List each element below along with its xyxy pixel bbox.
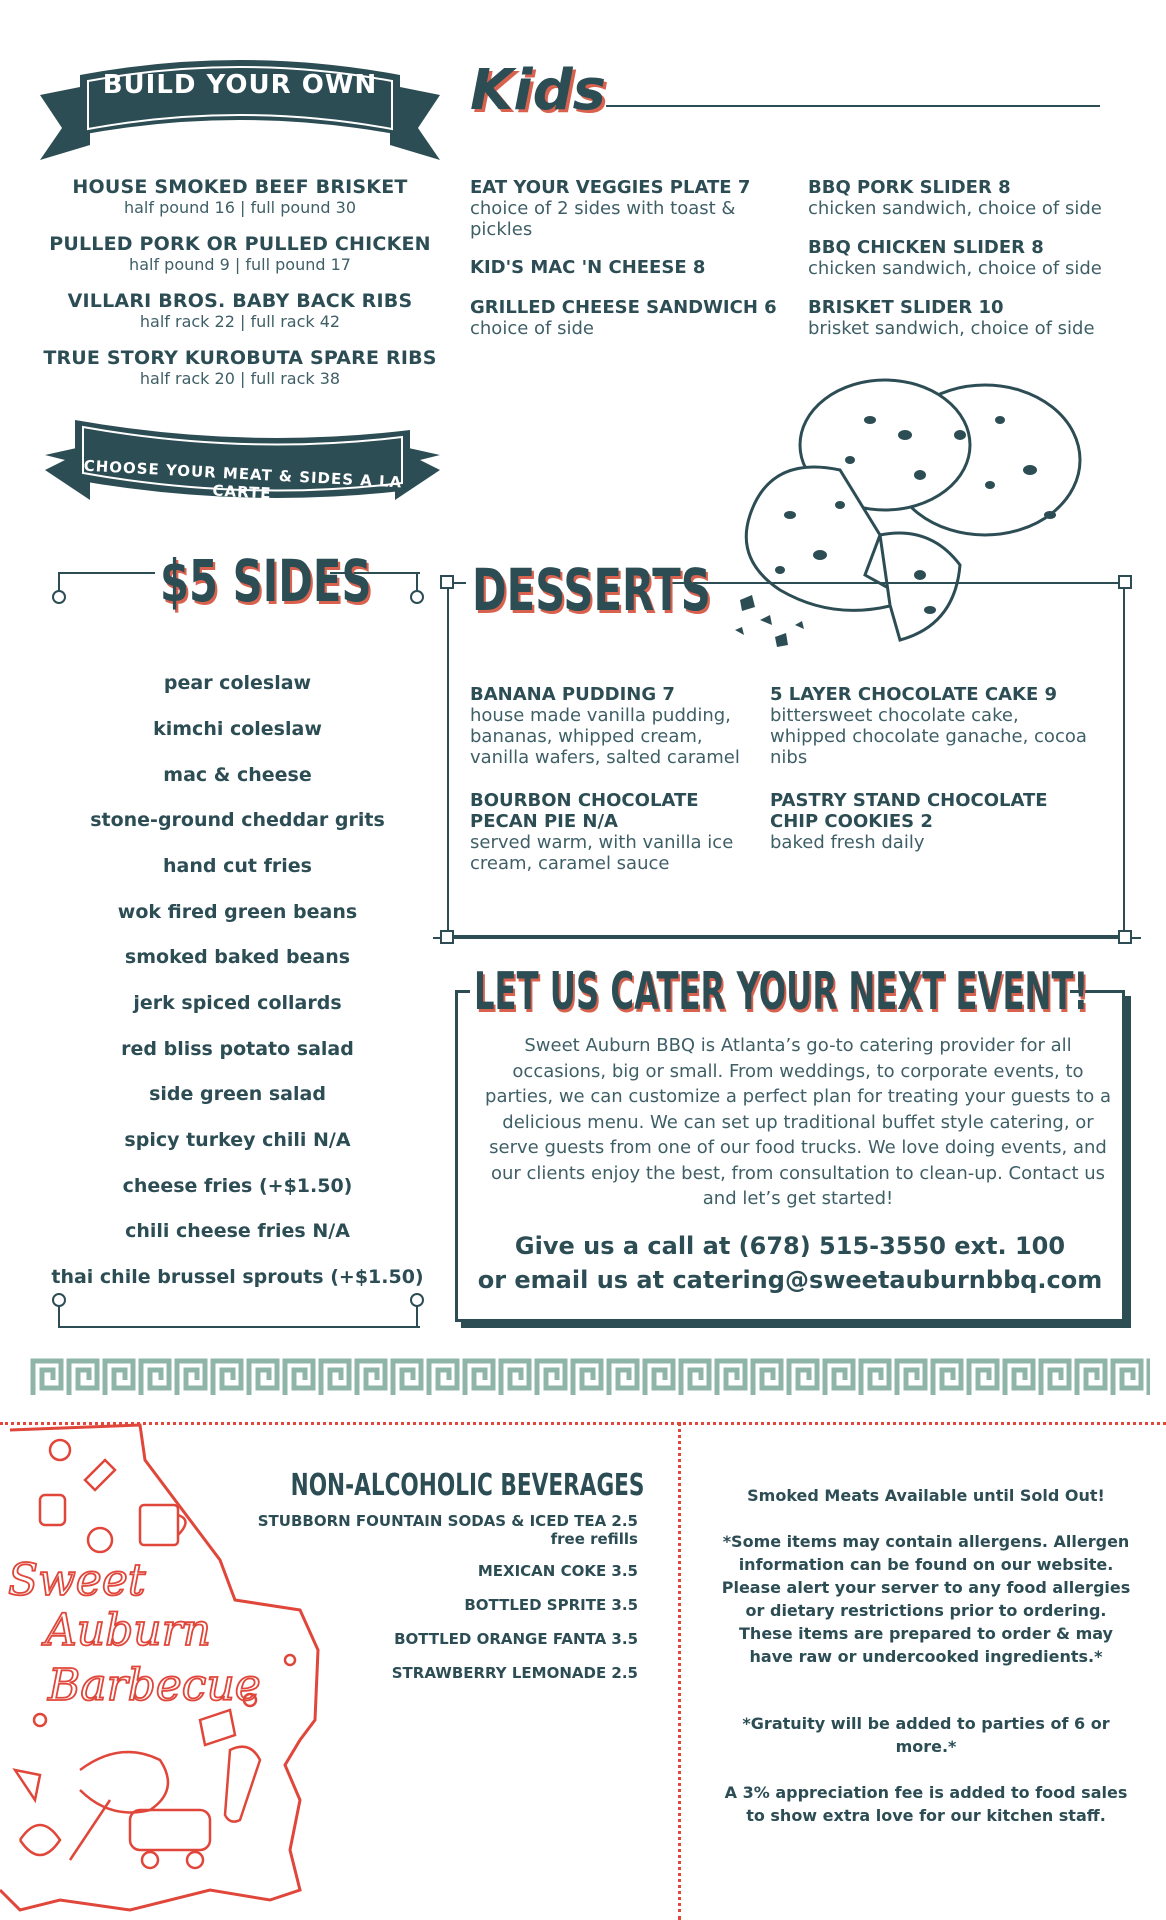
kids-item <box>808 297 1148 339</box>
greek-key-border <box>30 1358 1150 1398</box>
desserts-heading: DESSERTS <box>472 556 711 624</box>
side-item: hand cut fries <box>163 855 312 877</box>
side-item: jerk spiced collards <box>133 992 342 1014</box>
dessert-item-name: PASTRY STAND CHOCOLATE CHIP COOKIES 2 <box>770 790 1048 832</box>
side-item: wok fired green beans <box>117 901 358 923</box>
kids-item-name: BBQ PORK SLIDER 8 <box>808 177 1011 198</box>
dessert-item-desc: baked fresh daily <box>770 832 925 853</box>
sides-rule-knob-right <box>410 590 424 604</box>
sides-bottom-rule <box>60 1326 420 1328</box>
dessert-item <box>470 684 760 768</box>
byo-item-name: HOUSE SMOKED BEEF BRISKET <box>72 176 408 198</box>
side-item: cheese fries (+$1.50) <box>122 1175 353 1197</box>
kids-item-name: KID'S MAC 'N CHEESE 8 <box>470 257 706 278</box>
build-your-own-banner <box>40 50 440 160</box>
side-item: side green salad <box>149 1083 326 1105</box>
sides-bottom-tick-left <box>58 1306 60 1328</box>
kids-item <box>470 257 780 278</box>
note-allergens: *Some items may contain allergens. Allergen information can be found on our website. Please alert your server to any food allergies or dietary restrictions prior to ordering. These items are prepared to order & may have raw or undercooked ingredients.* <box>721 1532 1131 1666</box>
sides-rule-knob-left <box>52 590 66 604</box>
side-item: spicy turkey chili N/A <box>124 1129 351 1151</box>
byo-item-name: PULLED PORK OR PULLED CHICKEN <box>49 233 431 255</box>
beverage-name: STUBBORN FOUNTAIN SODAS & ICED TEA 2.5 <box>257 1512 638 1530</box>
kids-item-name: BBQ CHICKEN SLIDER 8 <box>808 237 1044 258</box>
desserts-corner-knob <box>1118 930 1132 944</box>
sides-bottom-knob-right <box>410 1293 424 1307</box>
build-your-own-title: BUILD YOUR OWN <box>102 70 378 100</box>
byo-item-name: VILLARI BROS. BABY BACK RIBS <box>67 290 413 312</box>
side-item: stone-ground cheddar grits <box>90 809 385 831</box>
dessert-item-name: BOURBON CHOCOLATE PECAN PIE N/A <box>470 790 699 832</box>
desserts-corner-knob <box>1118 575 1132 589</box>
note-appreciation-fee: A 3% appreciation fee is added to food sales to show extra love for our kitchen staff. <box>724 1783 1128 1825</box>
byo-item-name: TRUE STORY KUROBUTA SPARE RIBS <box>43 347 437 369</box>
sides-bottom-knob-left <box>52 1293 66 1307</box>
sides-rule-tick-left <box>58 572 60 592</box>
beverages-heading: NON-ALCOHOLIC BEVERAGES <box>290 1468 644 1503</box>
byo-item <box>30 347 450 388</box>
beverage-item <box>258 1512 638 1548</box>
dessert-item <box>470 790 760 874</box>
kids-item-name: GRILLED CHEESE SANDWICH 6 <box>470 297 777 318</box>
dessert-item-name: BANANA PUDDING 7 <box>470 684 675 705</box>
dessert-item-desc: served warm, with vanilla ice cream, caramel sauce <box>470 832 734 874</box>
beverage-item: BOTTLED SPRITE 3.5 <box>464 1596 638 1614</box>
byo-item <box>30 176 450 217</box>
side-item: red bliss potato salad <box>121 1038 354 1060</box>
kids-item-name: EAT YOUR VEGGIES PLATE 7 <box>470 177 751 198</box>
side-item: pear coleslaw <box>163 672 312 694</box>
choose-meat-title: CHOOSE YOUR MEAT & SIDES A LA CARTE <box>83 456 403 503</box>
byo-item-price: half pound 16 | full pound 30 <box>123 198 357 217</box>
side-item: kimchi coleslaw <box>153 718 322 740</box>
byo-item <box>30 233 450 274</box>
kids-item-desc: chicken sandwich, choice of side <box>808 198 1102 219</box>
catering-body: Sweet Auburn BBQ is Atlanta’s go-to catering provider for all occasions, big or small. From weddings, to corporate events, to parties, we can customize a perfect plan for treating your guests to a delicious menu. We can set up traditional buffet style catering, or serve guests from one of our food trucks. We love doing events, and our clients enjoy the best, from consultation to clean-up. Contact us and let’s get started! <box>485 1035 1111 1209</box>
logo-line2: Auburn <box>45 1605 211 1656</box>
side-item: mac & cheese <box>163 764 312 786</box>
side-item: smoked baked beans <box>124 946 351 968</box>
note-smoked-meats: Smoked Meats Available until Sold Out! <box>747 1486 1105 1505</box>
beverage-item: MEXICAN COKE 3.5 <box>477 1562 638 1580</box>
side-item: thai chile brussel sprouts (+$1.50) <box>51 1266 424 1288</box>
desserts-frame-bottom-ext <box>433 937 1141 939</box>
kids-item-desc: chicken sandwich, choice of side <box>808 258 1102 279</box>
kids-item-name: BRISKET SLIDER 10 <box>808 297 1004 318</box>
beverage-item: BOTTLED ORANGE FANTA 3.5 <box>394 1630 638 1648</box>
dessert-item <box>770 684 1100 768</box>
kids-item-desc: choice of side <box>470 318 594 339</box>
beverage-note: free refills <box>550 1530 638 1548</box>
logo-line3: Barbecue <box>48 1660 261 1711</box>
bottom-dashed-middle <box>678 1422 681 1920</box>
catering-phone: Give us a call at (678) 515-3550 ext. 100 <box>514 1232 1066 1260</box>
desserts-corner-knob <box>440 575 454 589</box>
logo-line1: Sweet <box>8 1555 146 1606</box>
byo-item-price: half rack 20 | full rack 38 <box>139 369 341 388</box>
sides-rule-tick-right <box>416 572 418 592</box>
byo-item <box>30 290 450 331</box>
kids-item <box>470 177 780 240</box>
dessert-item-desc: bittersweet chocolate cake, whipped chocolate ganache, cocoa nibs <box>770 705 1087 768</box>
kids-item <box>470 297 800 339</box>
byo-item-price: half pound 9 | full pound 17 <box>129 255 351 274</box>
sides-bottom-tick-right <box>416 1306 418 1328</box>
dessert-item-name: 5 LAYER CHOCOLATE CAKE 9 <box>770 684 1058 705</box>
catering-heading: LET US CATER YOUR NEXT EVENT! <box>474 962 1089 1022</box>
kids-rule <box>606 105 1100 107</box>
dessert-item-desc: house made vanilla pudding, bananas, whipped cream, vanilla wafers, salted caramel <box>470 705 740 768</box>
note-gratuity: *Gratuity will be added to parties of 6 or more.* <box>742 1714 1110 1756</box>
kids-item <box>808 237 1148 279</box>
sides-heading: $5 SIDES <box>160 547 372 615</box>
side-item: chili cheese fries N/A <box>125 1220 350 1242</box>
kids-heading: Kids <box>470 58 607 123</box>
kids-item-desc: brisket sandwich, choice of side <box>808 318 1095 339</box>
catering-email: or email us at catering@sweetauburnbbq.com <box>477 1266 1103 1294</box>
desserts-corner-knob <box>440 930 454 944</box>
kids-item-desc: choice of 2 sides with toast & pickles <box>470 198 736 240</box>
beverage-item: STRAWBERRY LEMONADE 2.5 <box>391 1664 638 1682</box>
kids-item <box>808 177 1148 219</box>
byo-item-price: half rack 22 | full rack 42 <box>139 312 341 331</box>
dessert-item <box>770 790 1090 853</box>
